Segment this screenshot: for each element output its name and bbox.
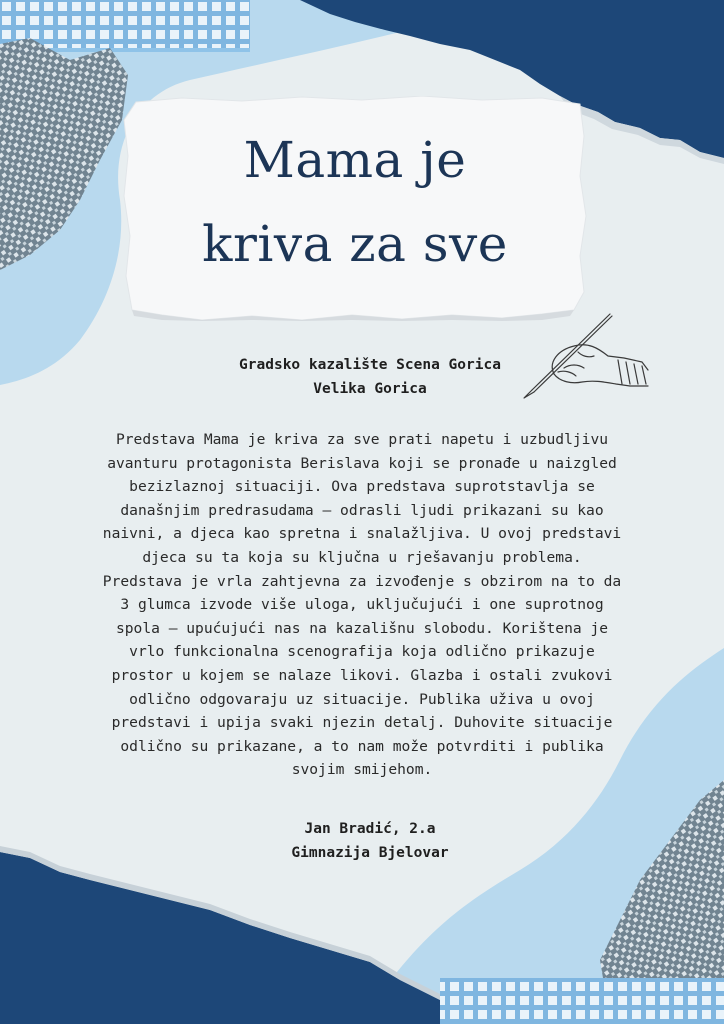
review-line: današnjim predrasudama – odrasli ljudi prikazani su kao bbox=[120, 501, 604, 519]
review-line: predstavi i upija svaki njezin detalj. Duhovite situacije bbox=[111, 714, 613, 732]
review-line: svojim smijehom. bbox=[291, 761, 433, 779]
venue-block bbox=[150, 353, 590, 401]
review-line: spola – upućujući nas na kazališnu slobodu. Korištena je bbox=[115, 619, 609, 637]
review-line: odlično su prikazane, a to nam može potvrditi i publika bbox=[120, 737, 604, 755]
author-block bbox=[150, 817, 590, 865]
review-line: prostor u kojem se nalaze likovi. Glazba i ostali zvukovi bbox=[111, 666, 613, 684]
review-line: odlično odgovaraju uz situacije. Publika uživa u ovoj bbox=[129, 690, 595, 708]
review-line: djeca su ta koja su ključna u rješavanju problema. bbox=[142, 548, 582, 566]
review-line: 3 glumca izvode više uloga, uključujući i one suprotnog bbox=[120, 596, 604, 614]
venue-name: Gradsko kazalište Scena Gorica bbox=[239, 357, 501, 373]
author-name: Jan Bradić, 2.a bbox=[304, 821, 436, 837]
title-line-2: kriva za sve bbox=[202, 215, 508, 273]
review-line: naivni, a djeca kao spretna i snalažljiva. U ovoj predstavi bbox=[102, 525, 622, 543]
review-line: avanturu protagonista Berislava koji se pronađe u naizgled bbox=[107, 454, 617, 472]
venue-city: Velika Gorica bbox=[313, 381, 427, 397]
review-line: bezizlaznoj situaciji. Ova predstava suprotstavlja se bbox=[129, 478, 595, 496]
review-line: Predstava Mama je kriva za sve prati napetu i uzbudljivu bbox=[115, 431, 609, 448]
review-line: Predstava je vrla zahtjevna za izvođenje s obzirom na to da bbox=[102, 572, 622, 590]
author-school: Gimnazija Bjelovar bbox=[291, 845, 449, 861]
title-line-1: Mama je bbox=[243, 131, 467, 189]
page-title bbox=[122, 118, 588, 286]
review-text bbox=[96, 428, 628, 782]
review-line: vrlo funkcionalna scenografija koja odlično prikazuje bbox=[129, 643, 595, 661]
